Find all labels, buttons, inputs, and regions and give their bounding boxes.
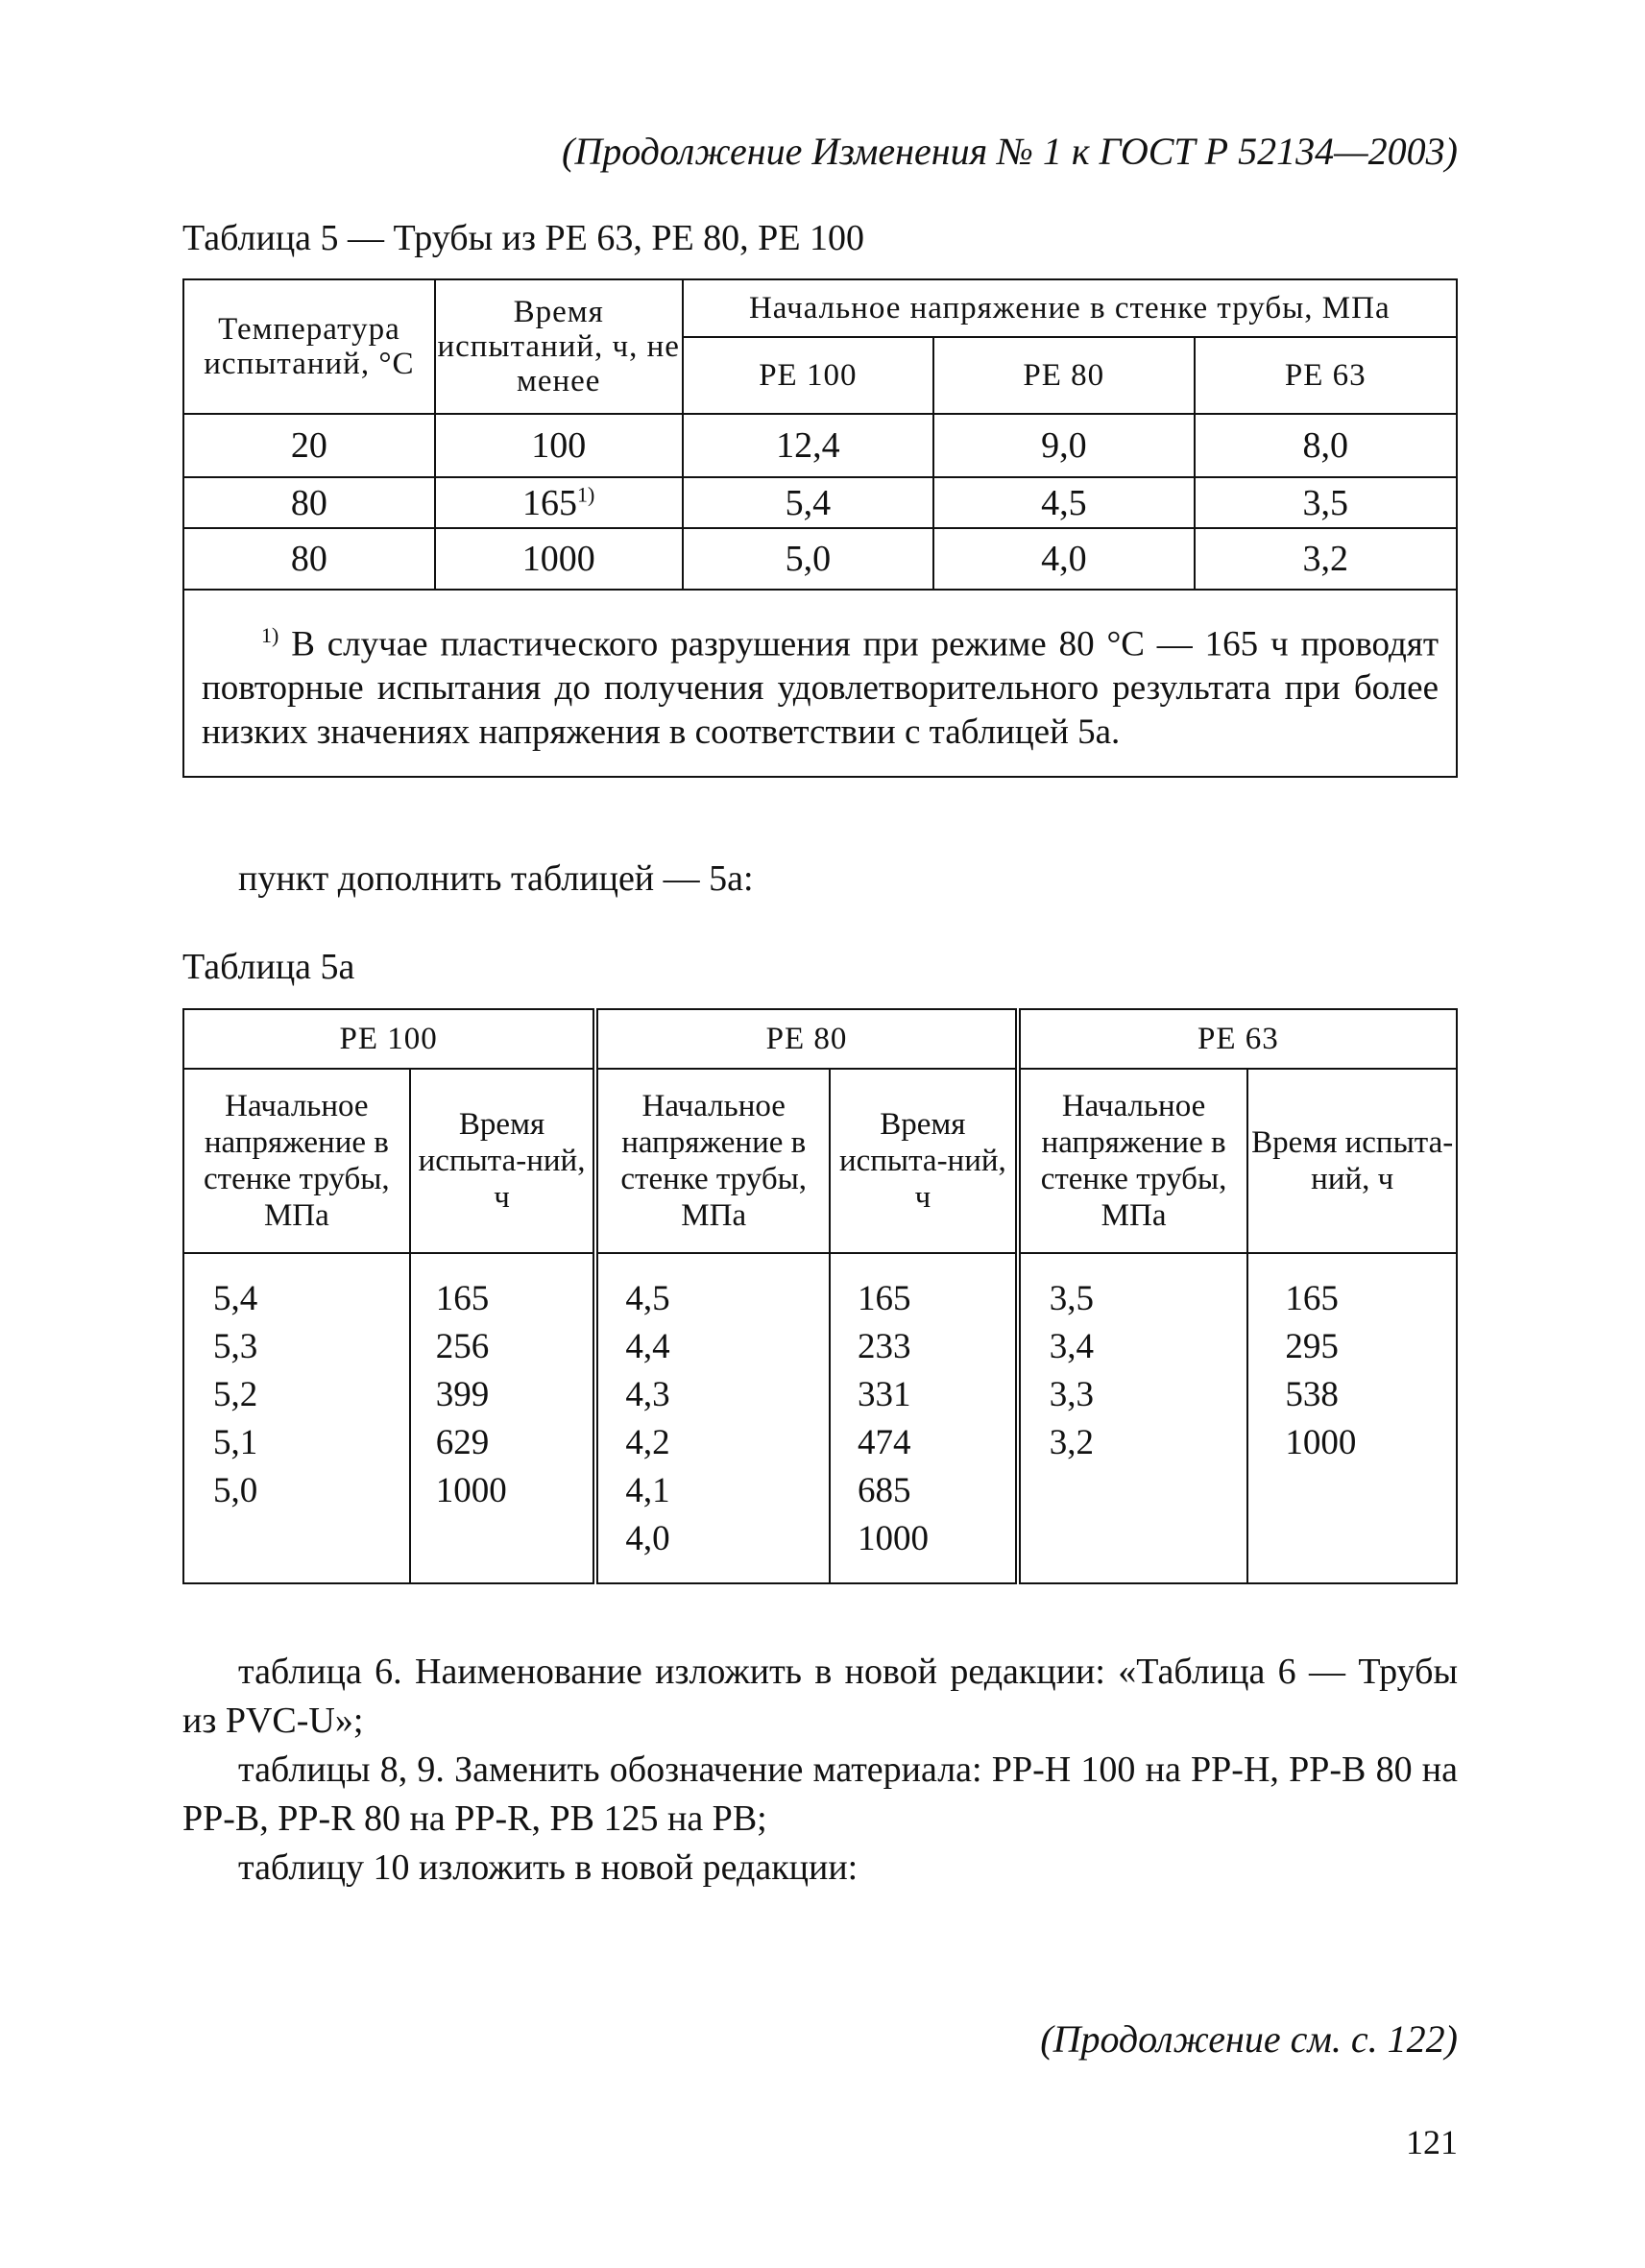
table5-cell-temp: 80 — [183, 477, 435, 528]
table5 — [182, 278, 1458, 778]
table5-cell-pe100: 5,4 — [683, 477, 934, 528]
table5a — [182, 1008, 1458, 1584]
list-item: 1000 — [858, 1519, 930, 1558]
list-item: 3,3 — [1049, 1375, 1094, 1414]
list-item: 256 — [435, 1327, 490, 1366]
list-item: 5,2 — [213, 1375, 258, 1414]
paragraph-table6: таблица 6. Наименование изложить в новой редакции: «Таблица 6 — Трубы из PVC-U»; — [182, 1652, 1458, 1741]
table-row — [183, 477, 1457, 528]
table5a-sub-stress: Начальное напряжение в стенке трубы, МПа — [1018, 1069, 1248, 1253]
list-item: 629 — [435, 1423, 490, 1462]
paragraph-tables-8-9: таблицы 8, 9. Заменить обозначение материала: PP-H 100 на PP-H, PP-B 80 на PP-B, PP-R 80 на PP-R, PB 125 на PB; — [182, 1749, 1458, 1839]
table5a-pe100-stress — [183, 1253, 410, 1583]
continuation-note: (Продолжение см. с. 122) — [1040, 2017, 1458, 2061]
table5a-sub-time: Время испыта-ний, ч — [1247, 1069, 1457, 1253]
list-item: 4,4 — [625, 1327, 670, 1366]
list-item: 4,3 — [625, 1375, 670, 1414]
table5-cell-pe100: 5,0 — [683, 528, 934, 590]
table5-header-time: Время испытаний, ч, не менее — [435, 279, 683, 414]
table5-header-pe63: PE 63 — [1195, 337, 1457, 414]
table5-cell-pe63: 3,5 — [1195, 477, 1457, 528]
list-item: 5,4 — [213, 1279, 258, 1318]
list-item: 685 — [858, 1471, 911, 1510]
list-item: 233 — [858, 1327, 911, 1366]
list-item: 165 — [435, 1279, 490, 1318]
table5a-pe63-time — [1247, 1253, 1457, 1583]
table5a-caption: Таблица 5а — [182, 947, 355, 987]
list-item: 538 — [1285, 1375, 1339, 1414]
paragraph-table10: таблицу 10 изложить в новой редакции: — [238, 1847, 859, 1888]
list-item: 4,1 — [625, 1471, 670, 1510]
table5a-group-pe100: PE 100 — [183, 1009, 595, 1069]
list-item: 1000 — [435, 1471, 507, 1510]
table5-cell-time — [435, 477, 683, 528]
table5a-sub-time: Время испыта-ний, ч — [830, 1069, 1018, 1253]
paragraph-add-table: пункт дополнить таблицей — 5а: — [238, 858, 754, 899]
list-item: 5,0 — [213, 1471, 258, 1510]
table5-time-value: 165 — [522, 482, 578, 523]
table5a-group-pe80: PE 80 — [595, 1009, 1017, 1069]
table5-cell-temp: 80 — [183, 528, 435, 590]
list-item: 4,5 — [625, 1279, 670, 1318]
list-item: 331 — [858, 1375, 911, 1414]
list-item: 165 — [858, 1279, 911, 1318]
list-item: 5,1 — [213, 1423, 258, 1462]
list-item: 1000 — [1285, 1423, 1357, 1462]
running-header: (Продолжение Изменения № 1 к ГОСТ Р 52134—2003) — [562, 130, 1458, 173]
table5-header-stress: Начальное напряжение в стенке трубы, МПа — [683, 279, 1457, 337]
table5-cell-time: 1000 — [435, 528, 683, 590]
list-item: 165 — [1285, 1279, 1339, 1318]
table5-cell-temp: 20 — [183, 414, 435, 477]
table5-cell-pe80: 9,0 — [933, 414, 1194, 477]
table-row — [183, 414, 1457, 477]
list-item: 3,5 — [1049, 1279, 1094, 1318]
footnote-text: В случае пластического разрушения при режиме 80 °С — 165 ч проводят повторные испытания до получения удовлетворительного результата при более низких значениях напряжения в соответствии с таблицей 5а. — [202, 624, 1439, 753]
table5a-pe63-stress — [1018, 1253, 1248, 1583]
table5-cell-pe100: 12,4 — [683, 414, 934, 477]
table5a-sub-stress: Начальное напряжение в стенке трубы, МПа — [595, 1069, 830, 1253]
table5-cell-pe63: 3,2 — [1195, 528, 1457, 590]
table5-caption: Таблица 5 — Трубы из PE 63, PE 80, PE 100 — [182, 218, 865, 258]
page-number: 121 — [1406, 2123, 1458, 2161]
table5a-pe100-time — [410, 1253, 596, 1583]
table5a-sub-stress: Начальное напряжение в стенке трубы, МПа — [183, 1069, 410, 1253]
table5-cell-pe80: 4,5 — [933, 477, 1194, 528]
table5a-pe80-time — [830, 1253, 1018, 1583]
list-item: 5,3 — [213, 1327, 258, 1366]
footnote-mark: 1) — [261, 623, 279, 647]
table5a-group-pe63: PE 63 — [1018, 1009, 1457, 1069]
table5a-sub-time: Время испыта-ний, ч — [410, 1069, 596, 1253]
body-text — [182, 1648, 1458, 1893]
list-item: 3,4 — [1049, 1327, 1094, 1366]
table5-header-pe80: PE 80 — [933, 337, 1194, 414]
table5-footnote — [183, 590, 1457, 777]
table5a-pe80-stress — [595, 1253, 830, 1583]
table5-header-pe100: PE 100 — [683, 337, 934, 414]
table5-cell-pe80: 4,0 — [933, 528, 1194, 590]
footnote-ref: 1) — [577, 481, 595, 506]
list-item: 474 — [858, 1423, 911, 1462]
list-item: 4,2 — [625, 1423, 670, 1462]
list-item: 4,0 — [625, 1519, 670, 1558]
table5-cell-time: 100 — [435, 414, 683, 477]
list-item: 3,2 — [1049, 1423, 1094, 1462]
table5-cell-pe63: 8,0 — [1195, 414, 1457, 477]
list-item: 295 — [1285, 1327, 1339, 1366]
table-row — [183, 528, 1457, 590]
list-item: 399 — [435, 1375, 490, 1414]
table5-header-temp: Температура испытаний, °С — [183, 279, 435, 414]
